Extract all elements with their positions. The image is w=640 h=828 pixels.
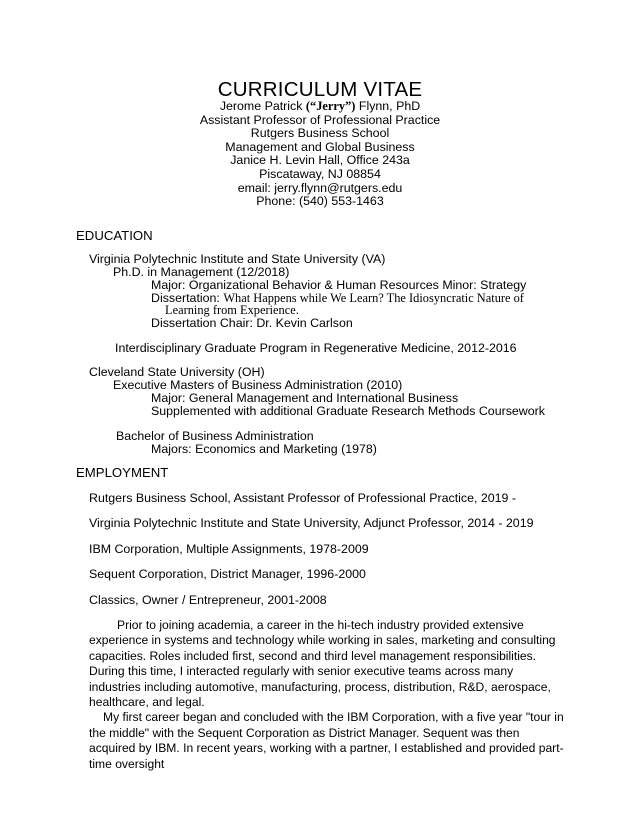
dissertation-chair: Dissertation Chair: Dr. Kevin Carlson: [151, 316, 353, 330]
csu-bba-majors: Majors: Economics and Marketing (1978): [151, 442, 377, 456]
career-summary: [89, 618, 567, 772]
name-nickname: (“Jerry”): [305, 99, 356, 113]
email-address: email: jerry.flynn@rutgers.edu: [237, 180, 403, 195]
csu-emba-supplement: Supplemented with additional Graduate Research Methods Coursework: [151, 404, 545, 418]
vt-school: Virginia Polytechnic Institute and State University (VA): [89, 252, 386, 266]
vt-major: Major: Organizational Behavior & Human Resources Minor: Strategy: [151, 278, 527, 292]
csu-emba: Executive Masters of Business Administration (2010): [113, 378, 403, 392]
name-last: Flynn, PhD: [355, 99, 421, 113]
interdisciplinary-program: Interdisciplinary Graduate Program in Regenerative Medicine, 2012-2016: [115, 341, 517, 355]
department-name: Management and Global Business: [225, 139, 415, 154]
employment-item: Virginia Polytechnic Institute and State University, Adjunct Professor, 2014 - 2019: [89, 516, 534, 530]
cv-title: CURRICULUM VITAE: [217, 78, 423, 101]
dissertation-title-cont: Learning from Experience.: [165, 303, 299, 317]
csu-school: Cleveland State University (OH): [89, 365, 265, 379]
csu-emba-major: Major: General Management and International Business: [151, 391, 459, 405]
career-paragraph-2: My first career began and concluded with the IBM Corporation, with a five year "tour in the middle" with the Sequent Corporation as District Manager. Sequent was then acquired by IBM. In recent years, working with a partner, I established and provided part-time oversight: [89, 710, 564, 771]
dissertation-label: Dissertation:: [151, 291, 224, 305]
dissertation-title: What Happens while We Learn? The Idiosyncratic Nature of: [223, 291, 524, 305]
name-first: Jerome Patrick: [219, 99, 306, 113]
phone-number: Phone: (540) 553-1463: [256, 194, 384, 209]
employment-item: Classics, Owner / Entrepreneur, 2001-2008: [89, 593, 327, 607]
vt-degree: Ph.D. in Management (12/2018): [113, 265, 290, 279]
school-name: Rutgers Business School: [250, 126, 390, 141]
position-title: Assistant Professor of Professional Practice: [199, 112, 441, 127]
employment-item: IBM Corporation, Multiple Assignments, 1978-2009: [89, 542, 369, 556]
csu-bba: Bachelor of Business Administration: [116, 429, 314, 443]
city-address: Piscataway, NJ 08854: [259, 166, 381, 181]
full-name: [0, 100, 640, 114]
education-heading: EDUCATION: [76, 228, 153, 243]
employment-heading: EMPLOYMENT: [76, 465, 169, 480]
employment-item: Rutgers Business School, Assistant Professor of Professional Practice, 2019 -: [89, 491, 516, 505]
employment-item: Sequent Corporation, District Manager, 1996-2000: [89, 567, 366, 581]
contact-block: [0, 100, 640, 209]
career-paragraph-1: Prior to joining academia, a career in the hi-tech industry provided extensive experience in systems and technology while working in sales, marketing and consulting capacities. Roles included first, second and third level management responsibilities. During this time, I interacted regularly with senior executive teams across many industries including automotive, manufacturing, process, distribution, R&D, aerospace, healthcare, and legal.: [89, 618, 556, 710]
office-address: Janice H. Levin Hall, Office 243a: [230, 153, 410, 168]
